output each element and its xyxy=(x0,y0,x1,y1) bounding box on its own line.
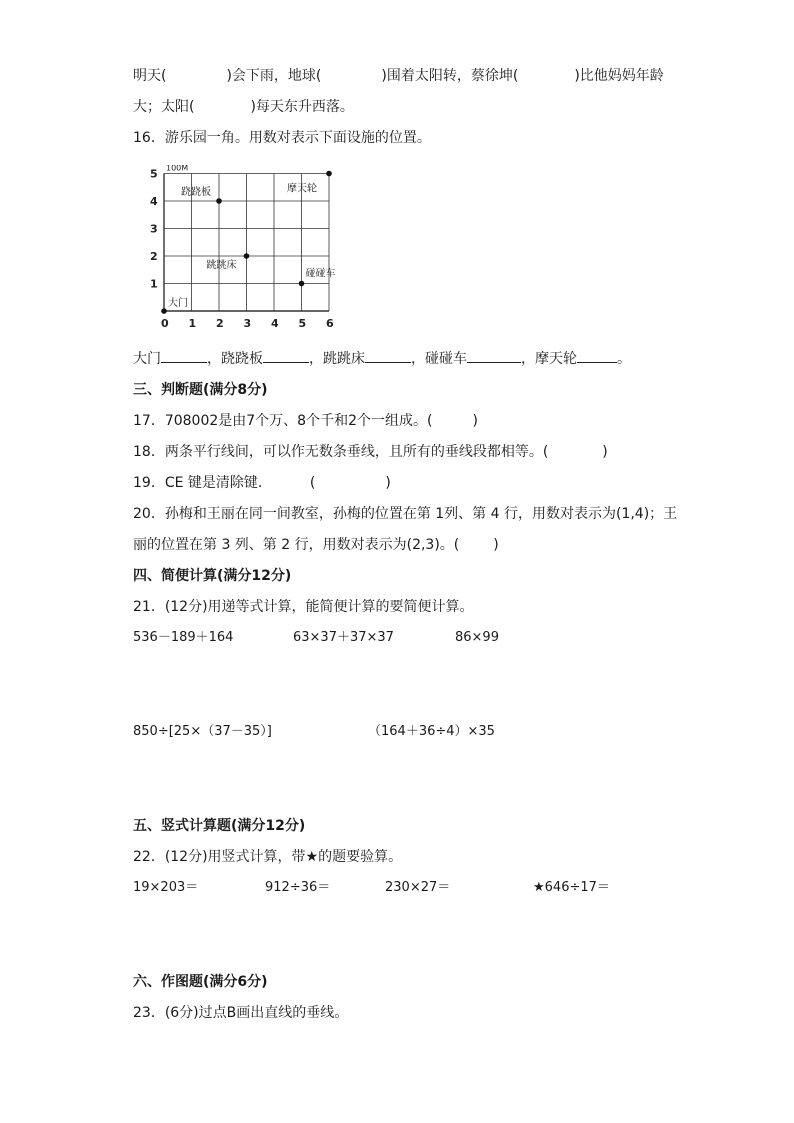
q19: 19．CE 键是清除键． ( ) xyxy=(133,475,391,491)
calc-expression: 850÷[25×（37－35）] xyxy=(133,724,272,739)
q21-prompt: 21．(12分)用递等式计算，能简便计算的要简便计算。 xyxy=(133,599,474,615)
calc-expression: 230×27＝ xyxy=(385,880,451,895)
section4-title: 四、简便计算(满分12分) xyxy=(133,568,292,584)
section5-title: 五、竖式计算题(满分12分) xyxy=(133,818,306,834)
calc-expression: 912÷36＝ xyxy=(265,880,331,895)
calc-expression: ★646÷17＝ xyxy=(533,880,610,895)
calc-expression: 63×37＋37×37 xyxy=(293,630,394,645)
q23-prompt: 23．(6分)过点B画出直线的垂线。 xyxy=(133,1005,349,1021)
answer-blank[interactable] xyxy=(577,348,617,363)
x-tick-label: 0 xyxy=(161,317,169,330)
grid-point-label: 碰碰车 xyxy=(305,268,336,280)
section6-title: 六、作图题(满分6分) xyxy=(133,974,268,990)
calc-expression: 536－189＋164 xyxy=(133,630,234,645)
answer-blank[interactable] xyxy=(161,348,207,363)
grid-point xyxy=(326,171,332,177)
answer-blank[interactable] xyxy=(263,348,309,363)
grid-point-label: 跳跳床 xyxy=(206,260,237,271)
q17: 17．708002是由7个万、8个千和2个一组成。( ) xyxy=(133,413,478,429)
grid-point xyxy=(299,281,305,287)
answer-blank[interactable] xyxy=(365,348,411,363)
grid-corner-label: 100M xyxy=(166,165,189,173)
section3-title: 三、判断题(满分8分) xyxy=(133,382,268,398)
y-tick-label: 3 xyxy=(150,222,158,236)
y-tick-label: 4 xyxy=(150,195,158,208)
grid-point xyxy=(244,253,250,259)
y-tick-label: 1 xyxy=(150,277,158,291)
calc-expression: 86×99 xyxy=(455,630,499,645)
grid-point-label: 摩天轮 xyxy=(287,183,317,195)
x-tick-label: 3 xyxy=(243,317,252,330)
q20-line1: 20．孙梅和王丽在同一间教室，孙梅的位置在第 1列、第 4 行，用数对表示为(1,4)；王 xyxy=(133,506,678,522)
grid-point-label: 跷跷板 xyxy=(181,187,211,198)
q15-line2: 大；太阳( )每天东升西落。 xyxy=(133,99,354,115)
q16-prompt: 16．游乐园一角。用数对表示下面设施的位置。 xyxy=(133,130,431,146)
coordinate-grid-svg xyxy=(140,165,350,340)
x-tick-label: 5 xyxy=(298,317,307,330)
q20-line2: 丽的位置在第 3 列、第 2 行，用数对表示为(2,3)。( ) xyxy=(133,537,499,553)
x-tick-label: 1 xyxy=(188,317,197,330)
q22-prompt: 22．(12分)用竖式计算，带★的题要验算。 xyxy=(133,849,403,865)
q18: 18．两条平行线间，可以作无数条垂线，且所有的垂线段都相等。( ) xyxy=(133,444,608,460)
q16-answer-line: 大门 ，跷跷板 ，跳跳床 ，碰碰车 ，摩天轮 。 xyxy=(133,348,631,369)
x-tick-label: 4 xyxy=(271,317,279,330)
y-tick-label: 5 xyxy=(150,167,158,181)
q15-line1: 明天( )会下雨，地球( )围着太阳转，蔡徐坤( )比他妈妈年龄 xyxy=(133,68,664,84)
grid-point-label: 大门 xyxy=(168,298,188,309)
y-tick-label: 2 xyxy=(150,250,158,263)
answer-blank[interactable] xyxy=(467,348,521,363)
calc-expression: （164＋36÷4）×35 xyxy=(368,724,495,739)
calc-expression: 19×203＝ xyxy=(133,880,199,895)
x-tick-label: 6 xyxy=(326,317,334,330)
grid-point xyxy=(161,308,167,314)
grid-point xyxy=(216,198,222,204)
x-tick-label: 2 xyxy=(216,317,224,330)
coordinate-grid xyxy=(140,165,350,340)
